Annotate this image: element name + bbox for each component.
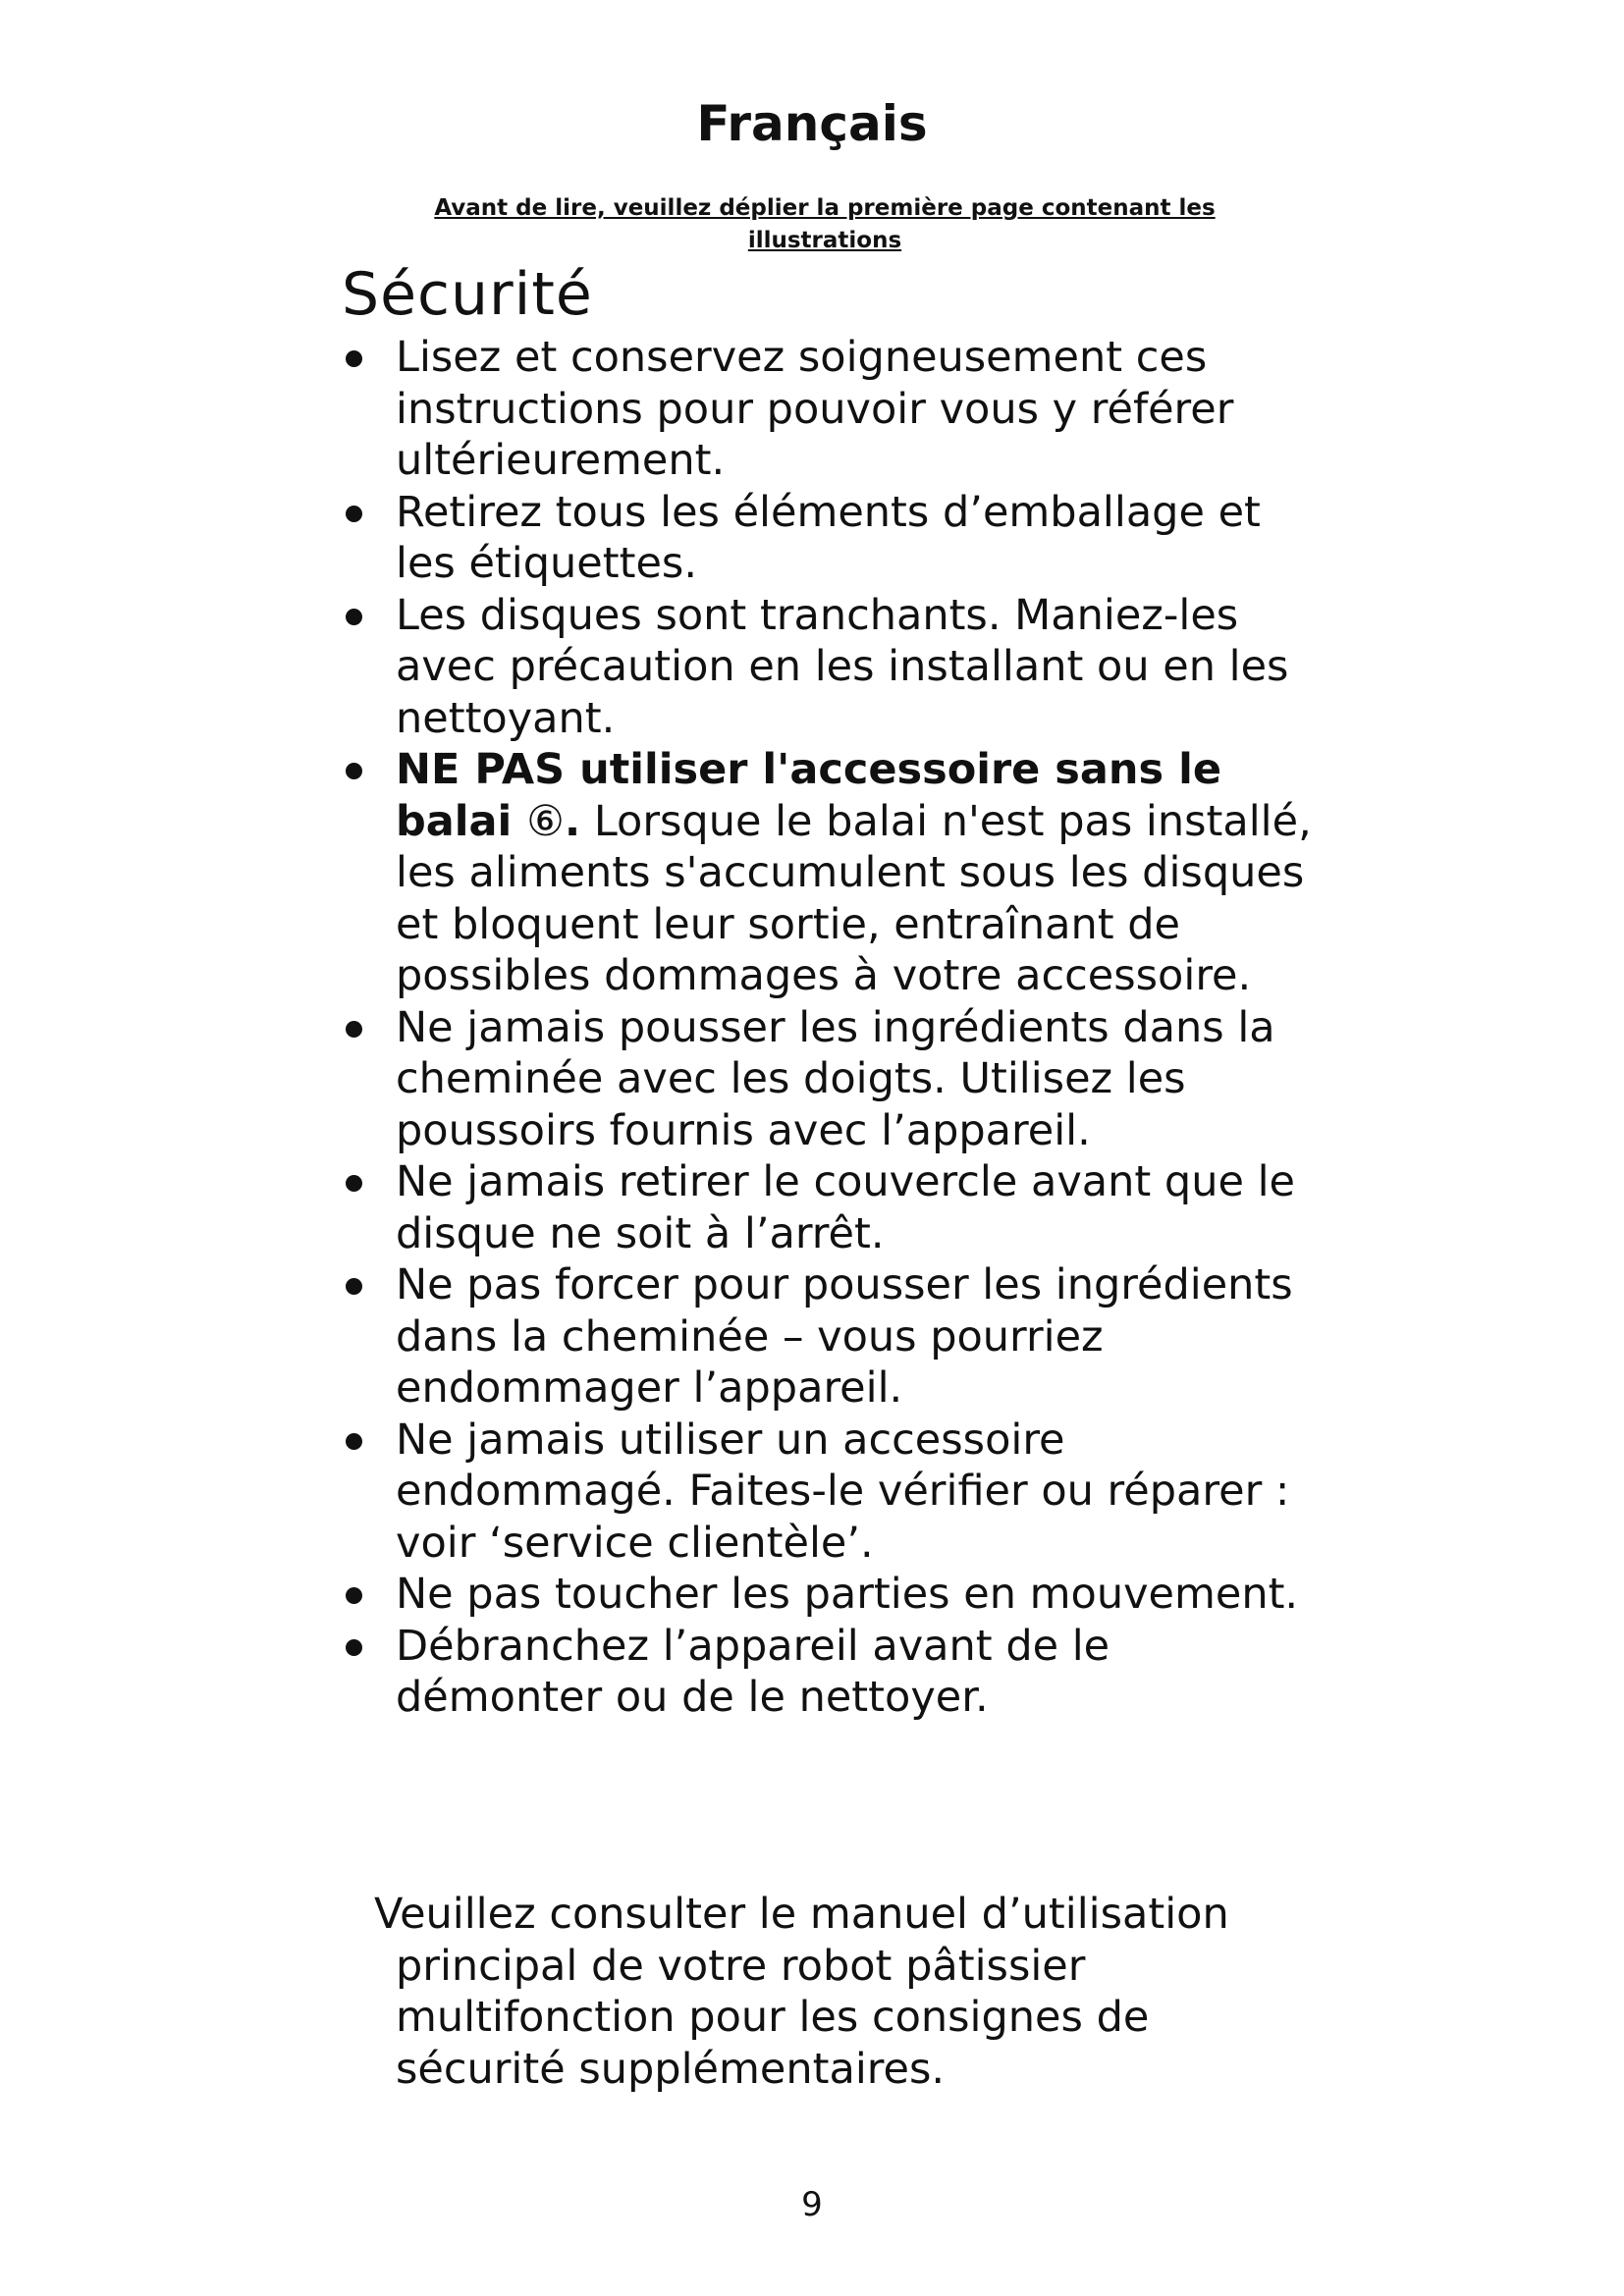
bullet-icon [346,1587,362,1604]
safety-item-text: Ne pas forcer pour pousser les ingrédients dans la cheminée – vous pourriez endommager l’appareil. [396,1260,1293,1413]
safety-item [342,1621,1324,1724]
safety-item-text: Ne pas toucher les parties en mouvement. [396,1570,1299,1619]
safety-item [342,590,1324,745]
bullet-icon [346,1175,362,1192]
bullet-icon [346,1433,362,1450]
safety-item-text: Ne jamais retirer le couvercle avant que le disque ne soit à l’arrêt. [396,1157,1295,1258]
unfold-notice: Avant de lire, veuillez déplier la première page contenant les illustrations [434,195,1216,253]
bullet-icon [346,763,362,779]
safety-item [342,1002,1324,1157]
safety-item [342,1259,1324,1415]
safety-item [342,487,1324,590]
page-number: 9 [801,2185,823,2224]
safety-item [342,1415,1324,1570]
safety-item-warning [342,744,1324,1002]
safety-item [342,1156,1324,1259]
safety-item [342,332,1324,487]
bullet-icon [346,1639,362,1656]
safety-item-text: Retirez tous les éléments d’emballage et les étiquettes. [396,487,1261,588]
bullet-icon [346,609,362,625]
section-title: Sécurité [342,260,593,329]
warning-bold-period: . [564,796,581,846]
safety-item-text: Lorsque le balai n'est pas installé, les aliments s'accumulent sous les disques et bloquent leur sortie, entraînant de possibles dommages à votre accessoire. [396,796,1312,1000]
bullet-icon [346,350,362,367]
warning-bold-text: NE PAS utiliser l'accessoire sans le balai [396,745,1221,846]
additional-safety-note: Veuillez consulter le manuel d’utilisation principal de votre robot pâtissier multifonction pour les consignes de sécurité supplémentaires. [374,1890,1229,2094]
safety-item-text: Les disques sont tranchants. Maniez-les avec précaution en les installant ou en les nettoyant. [396,590,1289,743]
safety-item-text: Ne jamais pousser les ingrédients dans la cheminée avec les doigts. Utilisez les poussoirs fournis avec l’appareil. [396,1002,1275,1155]
language-heading: Français [696,95,928,152]
bullet-icon [346,1021,362,1038]
safety-item-text: Lisez et conservez soigneusement ces instructions pour pouvoir vous y référer ultérieurement. [396,333,1234,485]
safety-list [342,332,1324,1724]
safety-item [342,1569,1324,1621]
bullet-icon [346,506,362,522]
circled-number-6-icon: ⑥ [526,796,565,846]
bullet-icon [346,1278,362,1295]
safety-item-text: Ne jamais utiliser un accessoire endommagé. Faites-le vérifier ou réparer : voir ‘service clientèle’. [396,1415,1290,1568]
safety-item-text: Débranchez l’appareil avant de le démonter ou de le nettoyer. [396,1621,1110,1722]
